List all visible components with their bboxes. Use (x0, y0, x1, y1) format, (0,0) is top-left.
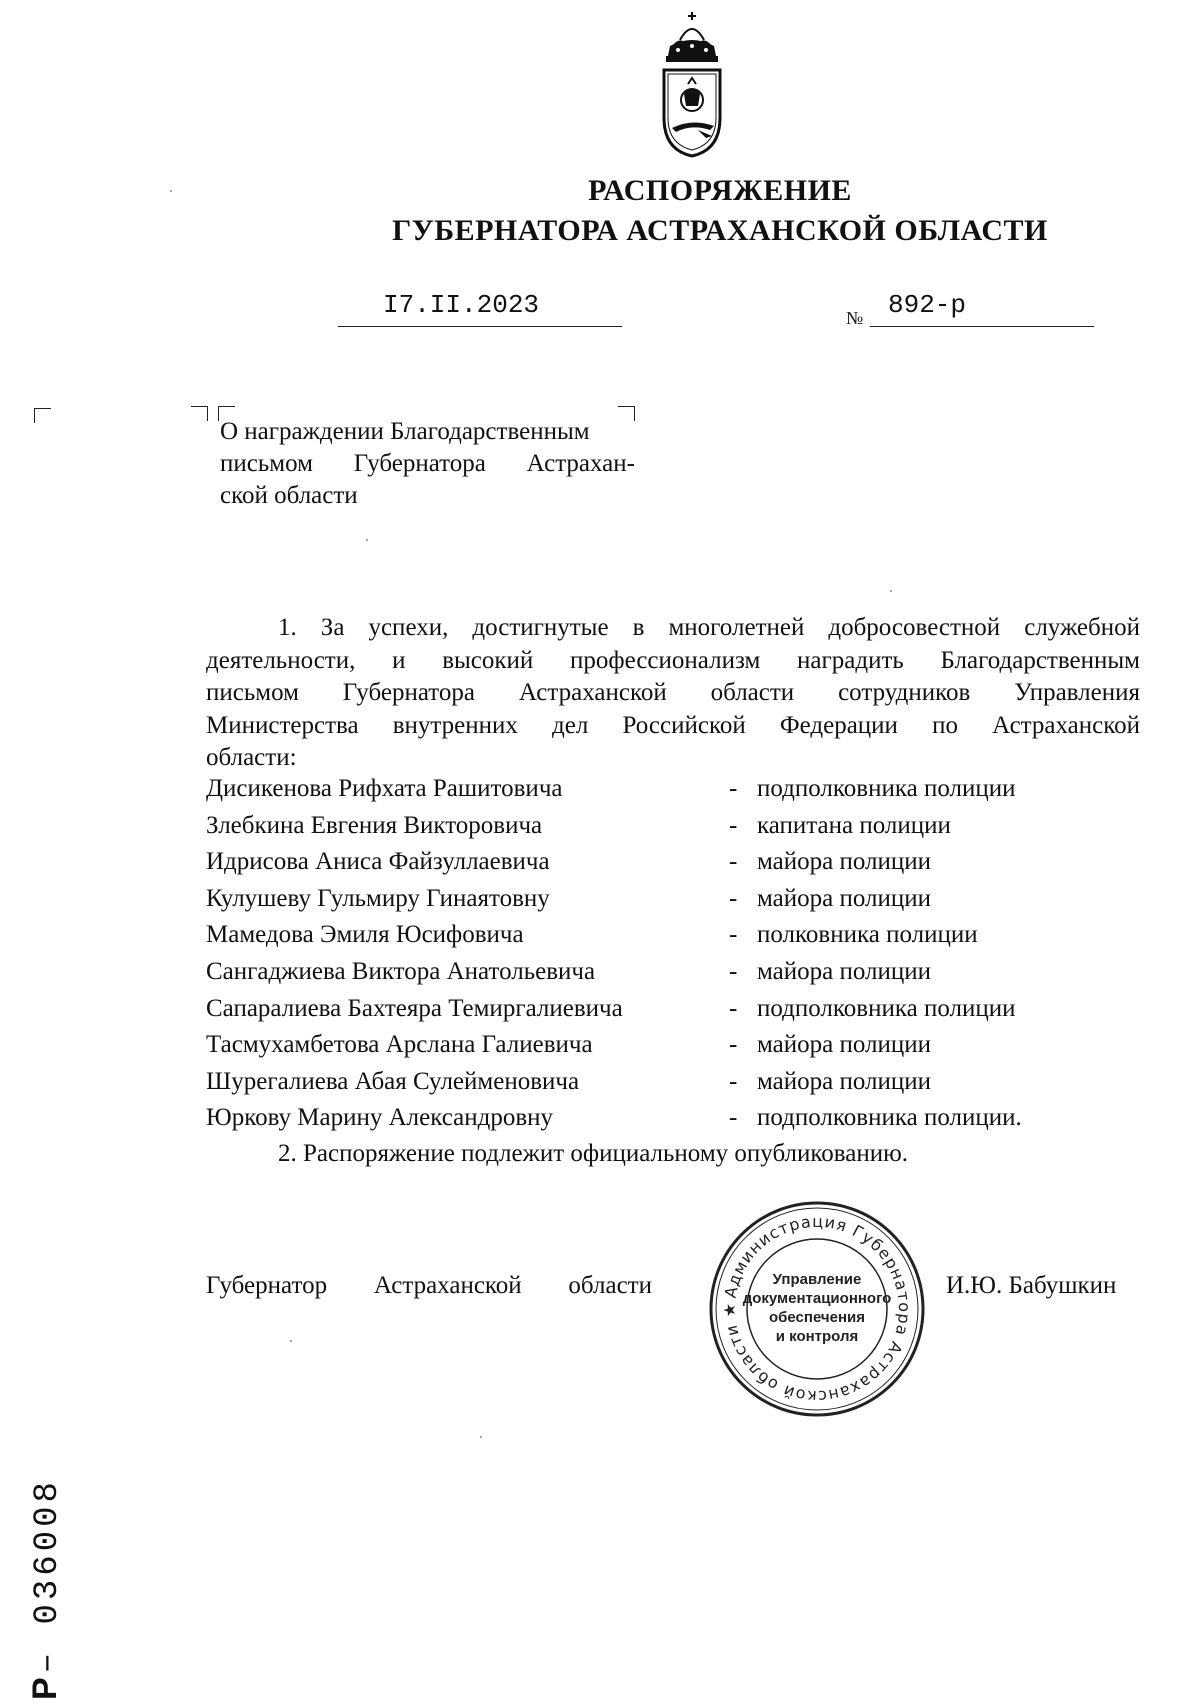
list-item (206, 812, 1140, 849)
number-underline (870, 326, 1094, 327)
awardee-name: Дисикенова Рифхата Рашитовича (206, 775, 563, 802)
list-dash: - (729, 921, 738, 949)
list-dash: - (729, 1031, 738, 1059)
paragraph-line: Министерства внутренних дел Российской Федерации по Астраханской (206, 711, 1140, 739)
list-dash: - (729, 884, 738, 912)
registration-prefix: Р (26, 1673, 64, 1700)
scan-speck (366, 539, 368, 541)
subject-line: ской области (220, 482, 358, 509)
awardee-name: Мамедова Эмиля Юсифовича (206, 921, 524, 949)
awardee-rank: майора полиции (757, 884, 932, 912)
stamp-center-line: Управление (772, 1271, 862, 1288)
list-dash: - (729, 1104, 738, 1132)
signatory-name: И.Ю. Бабушкин (946, 1272, 1117, 1299)
paragraph-line: области: (206, 744, 297, 771)
awardees-list (206, 775, 1140, 1141)
list-item (206, 921, 1140, 958)
scan-speck (480, 1436, 482, 1438)
list-item (206, 1031, 1140, 1068)
list-item (206, 995, 1140, 1032)
awardee-rank: подполковника полиции (757, 994, 1016, 1022)
awardee-rank: капитана полиции (757, 811, 951, 839)
awardee-name: Сапаралиева Бахтеяра Темиргалиевича (206, 994, 623, 1022)
list-dash: - (729, 1067, 738, 1095)
scan-speck (890, 590, 892, 592)
awardee-name: Сангаджиева Виктора Анатольевича (206, 957, 596, 985)
registration-digits: – 036008 (29, 1478, 67, 1674)
issuer-title: ГУБЕРНАТОРА АСТРАХАНСКОЙ ОБЛАСТИ (392, 214, 1048, 247)
subject-block (220, 416, 640, 512)
paragraph-line: 1. За успехи, достигнутые в многолетней добросовестной служебной (278, 614, 1140, 641)
subject-line: письмом Губернатора Астрахан- (220, 450, 635, 477)
list-dash: - (729, 848, 738, 876)
awardee-rank: майора полиции (757, 848, 932, 876)
awardee-name: Шурегалиева Абая Сулейменовича (206, 1067, 580, 1095)
date-underline (338, 326, 622, 327)
awardee-rank: майора полиции (757, 1067, 932, 1095)
awardee-name: Тасмухамбетова Арслана Галиевича (206, 1031, 593, 1059)
awardee-name: Кулушеву Гульмиру Гинаятовну (206, 884, 550, 912)
subject-corner-mark-left (191, 406, 208, 421)
document-type-title: РАСПОРЯЖЕНИЕ (588, 174, 852, 207)
document-number: 892-р (888, 290, 967, 320)
awardee-name: Юркову Марину Александровну (206, 1104, 554, 1132)
registration-number (26, 1460, 66, 1700)
awardee-rank: полковника полиции (757, 921, 978, 949)
awardee-rank: майора полиции (757, 1031, 932, 1059)
stamp-center-line: обеспечения (768, 1309, 866, 1326)
list-item (206, 848, 1140, 885)
paragraph-2: 2. Распоряжение подлежит официальному опубликованию. (278, 1140, 909, 1167)
margin-corner-mark (34, 408, 51, 423)
paragraph-line: письмом Губернатора Астраханской области сотрудников Управления (206, 679, 1140, 706)
document-date: I7.II.2023 (383, 290, 540, 320)
list-dash: - (729, 957, 738, 985)
awardee-rank: подполковника полиции. (757, 1104, 1022, 1132)
number-sign: № (846, 308, 864, 328)
signatory-position: Губернатор Астраханской области (206, 1272, 652, 1299)
awardee-name: Идрисова Аниса Файзуллаевича (206, 848, 550, 876)
paragraph-1 (206, 612, 1140, 775)
list-item (206, 958, 1140, 995)
official-stamp (706, 1198, 928, 1420)
subject-line: О награждении Благодарственным (220, 418, 590, 445)
list-item (206, 775, 1140, 812)
coat-of-arms-icon (658, 10, 726, 158)
stamp-center-line: и контроля (775, 1328, 859, 1345)
awardee-rank: майора полиции (757, 957, 932, 985)
list-dash: - (729, 775, 738, 802)
list-item (206, 1104, 1140, 1141)
awardee-name: Злебкина Евгения Викторовича (206, 811, 543, 839)
scan-speck (170, 190, 172, 192)
list-item (206, 885, 1140, 922)
stamp-ring-textpath: Администрация Губернатора Астраханской области ★ (719, 1211, 915, 1407)
stamp-center-line: документационного (742, 1290, 892, 1307)
scan-speck (290, 1340, 292, 1342)
paragraph-line: деятельности, и высокий профессионализм наградить Благодарственным (206, 646, 1140, 674)
list-item (206, 1068, 1140, 1105)
list-dash: - (729, 994, 738, 1022)
list-dash: - (729, 811, 738, 839)
awardee-rank: подполковника полиции (757, 775, 1016, 802)
